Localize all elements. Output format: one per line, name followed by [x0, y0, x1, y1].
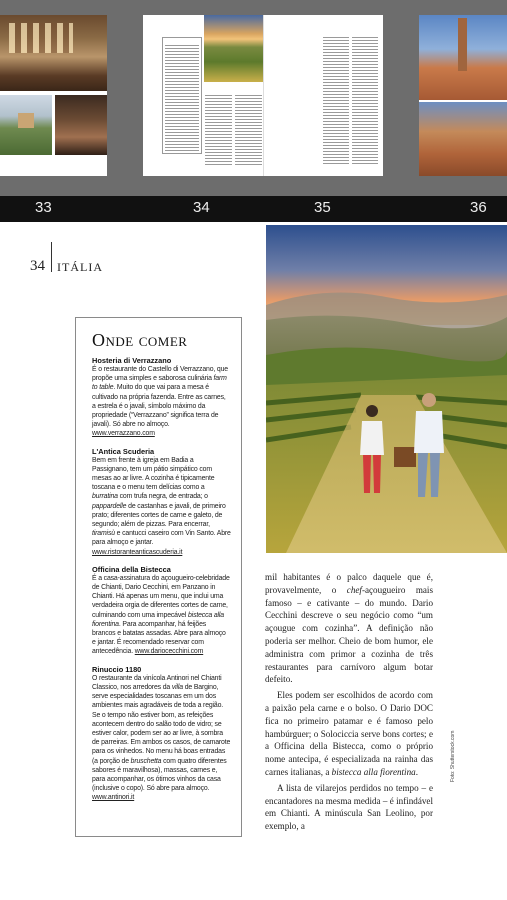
thumbnail-text [165, 45, 199, 151]
article-paragraph [265, 782, 433, 833]
onde-comer-title: Onde comer [92, 330, 188, 350]
thumbnail-text [323, 37, 349, 165]
restaurant-entry [92, 447, 231, 557]
restaurant-url-link[interactable]: www.antinori.it [92, 794, 135, 802]
text-segment: A lista de vilarejos perdidos no tempo – e encantadores na mesma medida – é infindável em Chianti. A minúscula San Leolino, por exemplo, a [265, 782, 433, 832]
text-segment: e cantucci caseiro com Vin Santo. Abre para almoço e jantar. [92, 530, 231, 547]
restaurant-description [92, 456, 231, 557]
thumbnail-spread-34-35[interactable] [143, 15, 383, 176]
onde-comer-box [75, 317, 242, 837]
thumbnail-photo-vineyard [204, 15, 264, 82]
restaurant-entry [92, 565, 231, 657]
text-segment: bistecca alla fiorentina [92, 611, 224, 628]
vineyard-couple-photo [266, 225, 507, 553]
section-title: ITÁLIA [57, 260, 103, 274]
page-number-36[interactable]: 36 [470, 199, 487, 216]
magazine-page [0, 222, 507, 900]
thumbnail-text [352, 37, 378, 165]
thumbnail-photo-restaurant [0, 15, 107, 91]
restaurant-url-link[interactable]: www.ristoranteanticascuderia.it [92, 548, 183, 556]
text-segment: chef [346, 584, 362, 595]
restaurant-name: Rinuccio 1180 [92, 664, 142, 674]
thumbnail-photo-siena-rooftops [419, 102, 507, 176]
thumbnail-text [235, 95, 262, 165]
text-segment: de castanhas e javali, de primeiro prato; diferentes cortes de carne e galeto, de segundo; além de pizzas. Para encerrar, [92, 502, 226, 529]
text-segment: . [415, 766, 418, 777]
restaurant-url-link[interactable]: www.verrazzano.com [92, 430, 155, 438]
header-rule [51, 242, 52, 272]
thumbnail-gutter [263, 15, 264, 176]
restaurant-name: L'Antica Scuderia [92, 446, 155, 456]
text-segment: . Muito do que vai para a mesa é cultivado na própria fazenda. Entre as carnes, a estrela é o javali, símbolo máximo da propriedade (“Verrazzano” significa terra de javali). Só abre no almoço. [92, 384, 226, 429]
restaurant-entry [92, 665, 231, 803]
text-segment: de Bargino, serve especialidades toscanas em um dos ambientes mais agradáveis de toda a região. Se o tempo não estiver bom, as refeições acontecem dentro do salão todo de vidro; se estiver calor, podem ser ao ar livre, à sombra de parreiras. Em ambos os casos, de camarote para os vinhedos. No menu há boas entradas (a porção de [92, 683, 231, 765]
text-segment: É o restaurante do Castello di Verrazzano, que propõe uma simples e saborosa culinária [92, 366, 228, 383]
thumbnail-text [205, 95, 232, 165]
text-segment: bruschetta [130, 757, 162, 765]
restaurant-entry [92, 356, 231, 439]
article-paragraph [265, 571, 433, 686]
page-number-34[interactable]: 34 [193, 199, 210, 216]
thumbnail-photo-cellar [55, 95, 107, 155]
page-thumbnail-strip [0, 0, 507, 222]
article-column [265, 571, 433, 833]
text-segment: com trufa negra, de entrada; o [117, 493, 208, 501]
text-segment: villa [171, 683, 183, 691]
page-number-35[interactable]: 35 [314, 199, 331, 216]
page-number-33[interactable]: 33 [35, 199, 52, 216]
restaurant-name: Officina della Bistecca [92, 564, 171, 574]
thumbnail-photo-siena-tower [419, 15, 507, 100]
text-segment: pappardelle [92, 502, 127, 510]
thumbnail-photo-villa [0, 95, 52, 155]
restaurant-list [92, 356, 231, 803]
text-segment: É a casa-assinatura do açougueiro-celebridade de Chianti, Dario Cecchini, em Panzano in Chianti. Há apenas um menu, que inclui uma verdadeira orgia de diferentes cortes de carne, culminando com uma impecável [92, 574, 230, 619]
text-segment: O restaurante da vinícola Antinori nel Chianti Classico, nos arredores da [92, 674, 222, 691]
article-paragraph [265, 689, 433, 779]
photo-credit: Foto: Shutterstock.com [450, 730, 456, 782]
text-segment: tiramisù [92, 530, 115, 538]
thumbnail-page-numbers [0, 196, 507, 222]
restaurant-description [92, 365, 231, 439]
page-number: 34 [30, 258, 45, 274]
restaurant-name: Hosteria di Verrazzano [92, 356, 172, 365]
thumbnail-page-36[interactable] [419, 15, 507, 176]
restaurant-url-link[interactable]: www.dariocecchini.com [134, 648, 204, 656]
text-segment: . Para acompanhar, há feijões brancos e batatas assadas. Abre para almoço e jantar. É recomendado reservar com antecedência. [92, 620, 226, 656]
restaurant-description [92, 674, 231, 803]
text-segment: Bem em frente à igreja em Badia a Passignano, tem um pátio simpático com mesas ao ar livre. A cozinha é tipicamente toscana e o menu tem delícias como a [92, 456, 215, 492]
text-segment: -açougueiro mais famoso – e cativante – do mundo. Dario Cecchini descreve o seu negócio como “um açougue com cozinha”. A definição não poderia ser melhor. Cheio de bom humor, ele administra com primor a cozinha de três restaurantes para carnívoro algum botar defeito. [265, 584, 433, 685]
text-segment: Eles podem ser escolhidos de acordo com a paixão pela carne e o bolso. O Dario DOC fica no primeiro patamar e é famoso pelo hambúrguer; o Solociccia serve bons cortes; e a Officina della Bistecca, como o próprio nome antecipa, é especializada na rainha das carnes italianas, a [265, 690, 433, 777]
restaurant-description [92, 574, 231, 657]
thumbnail-page-33[interactable] [0, 15, 107, 176]
text-segment: burratina [92, 493, 118, 501]
text-segment: mil habitantes é o palco daquele que é, provavelmente, o [265, 572, 433, 595]
text-segment: com quatro diferentes sabores é maravilhosa), massas, carnes e, para acompanhar, os ótimos vinhos da casa (inclusive o copo). Só abre para almoço. [92, 757, 227, 793]
text-segment: farm to table [92, 375, 227, 392]
text-segment: bistecca alla fiorentina [331, 766, 416, 777]
